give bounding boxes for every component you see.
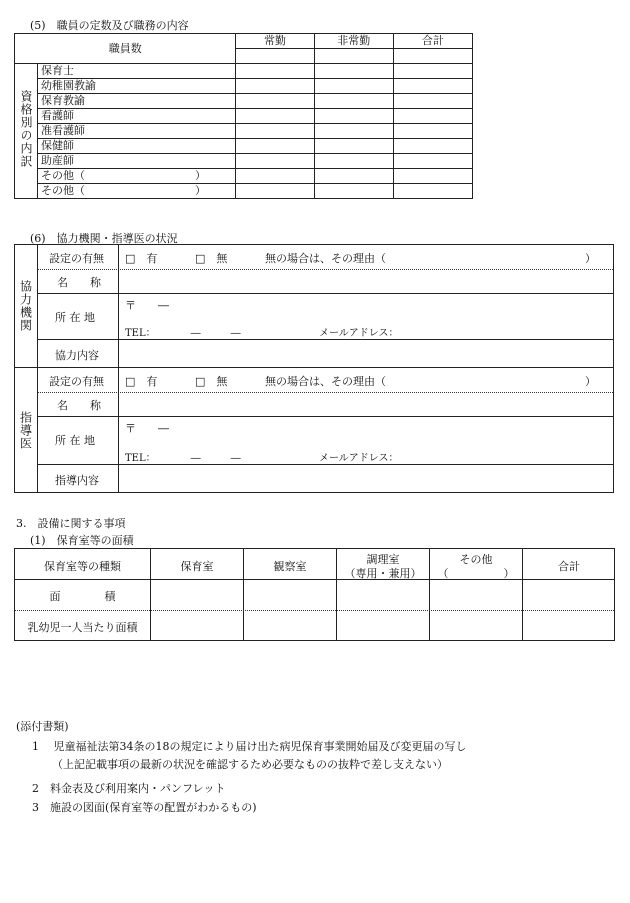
staff-row-label: 幼稚園教諭 xyxy=(38,79,236,94)
staff-cell[interactable] xyxy=(236,79,314,94)
no-checkbox[interactable]: □ 無 xyxy=(195,375,228,388)
postal-code: 〒 ― xyxy=(125,422,169,435)
staff-cell[interactable] xyxy=(236,169,314,184)
postal-code: 〒 ― xyxy=(125,299,169,312)
per-child-area-label: 乳幼児一人当たり面積 xyxy=(27,621,138,634)
reason-close: ） xyxy=(585,375,596,388)
yes-checkbox[interactable]: □ 有 xyxy=(125,252,158,265)
staff-table xyxy=(14,33,473,199)
staff-row-label: 保健師 xyxy=(38,139,236,154)
attachment-item-3: 3 施設の図面(保育室等の配置がわかるもの) xyxy=(32,801,257,814)
staff-cell[interactable] xyxy=(393,169,472,184)
nursery-room-header: 保育室 xyxy=(180,560,214,573)
observation-room-header: 観察室 xyxy=(273,560,307,573)
section-3-1-title: (1) 保育室等の面積 xyxy=(30,534,134,547)
content-label: 指導内容 xyxy=(55,474,99,487)
name-label: 名 称 xyxy=(57,276,101,289)
staff-cell[interactable] xyxy=(393,94,472,109)
staff-cell[interactable] xyxy=(393,184,472,199)
staff-cell[interactable] xyxy=(393,64,472,79)
staff-cell[interactable] xyxy=(314,169,393,184)
staff-cell[interactable] xyxy=(314,94,393,109)
other-sub-header: （ ） xyxy=(437,567,515,580)
tel-label: TEL： ― ― xyxy=(125,328,241,339)
setting-label: 設定の有無 xyxy=(49,252,104,265)
staff-cell[interactable] xyxy=(314,139,393,154)
doctor-block xyxy=(14,367,614,493)
address-label: 所 在 地 xyxy=(55,434,95,447)
section-3-title: 3. 設備に関する事項 xyxy=(16,517,126,530)
staff-cell[interactable] xyxy=(236,109,314,124)
staff-row-label: 准看護師 xyxy=(38,124,236,139)
staff-cell[interactable] xyxy=(236,64,314,79)
staff-row-label: 助産師 xyxy=(38,154,236,169)
reason-close: ） xyxy=(585,252,596,265)
tel-label: TEL： ― ― xyxy=(125,453,241,464)
other-header: その他 xyxy=(459,553,493,566)
staff-row-label: その他（ ） xyxy=(38,169,236,184)
staff-cell[interactable] xyxy=(314,64,393,79)
staff-cell[interactable] xyxy=(393,109,472,124)
staff-row-label: 保育教諭 xyxy=(38,94,236,109)
name-label: 名 称 xyxy=(57,399,101,412)
cooperation-block xyxy=(14,244,614,368)
reason-label: 無の場合は、その理由（ xyxy=(265,375,386,388)
staff-cell[interactable] xyxy=(314,154,393,169)
area-total-header: 合計 xyxy=(558,560,580,573)
attachment-item-1-note: （上記記載事項の最新の状況を確認するため必要なものの抜粋で差し支えない） xyxy=(52,758,448,771)
staff-cell[interactable] xyxy=(314,124,393,139)
fulltime-header: 常勤 xyxy=(236,34,314,49)
staff-cell[interactable] xyxy=(236,94,314,109)
address-label: 所 在 地 xyxy=(55,311,95,324)
total-header: 合計 xyxy=(393,34,472,49)
staff-cell[interactable] xyxy=(236,124,314,139)
staff-row-label: 保育士 xyxy=(38,64,236,79)
area-row-label: 面 積 xyxy=(49,590,116,603)
staff-row-label: 看護師 xyxy=(38,109,236,124)
staff-cell[interactable] xyxy=(236,154,314,169)
attachment-item-2: 2 料金表及び利用案内・パンフレット xyxy=(32,782,226,795)
staff-cell[interactable] xyxy=(236,139,314,154)
attachments-title: (添付書類) xyxy=(16,720,69,733)
qualification-side-label: 資格別の内訳 xyxy=(15,64,38,199)
staff-cell[interactable] xyxy=(236,184,314,199)
staff-cell[interactable] xyxy=(393,139,472,154)
content-label: 協力内容 xyxy=(55,349,99,362)
area-table xyxy=(14,548,615,641)
yes-checkbox[interactable]: □ 有 xyxy=(125,375,158,388)
section-6-title: (6) 協力機関・指導医の状況 xyxy=(30,232,178,245)
reason-label: 無の場合は、その理由（ xyxy=(265,252,386,265)
staff-cell[interactable] xyxy=(393,124,472,139)
attachment-item-1: 1 児童福祉法第34条の18の規定により届け出た病児保育事業開始届及び変更届の写し xyxy=(32,740,467,753)
staff-cell[interactable] xyxy=(314,109,393,124)
mail-label: メールアドレス： xyxy=(319,453,399,464)
no-checkbox[interactable]: □ 無 xyxy=(195,252,228,265)
staff-cell[interactable] xyxy=(393,79,472,94)
kitchen-header: 調理室 xyxy=(366,553,400,566)
staff-cell[interactable] xyxy=(314,79,393,94)
parttime-header: 非常勤 xyxy=(314,34,393,49)
cooperation-side-label: 協力機関 xyxy=(18,280,33,332)
room-type-header: 保育室等の種類 xyxy=(44,560,121,573)
doctor-side-label: 指導医 xyxy=(18,410,33,450)
staff-cell[interactable] xyxy=(393,154,472,169)
staff-count-header: 職員数 xyxy=(15,34,236,64)
kitchen-sub-header: （専用・兼用） xyxy=(344,567,422,580)
staff-row-label: その他（ ） xyxy=(38,184,236,199)
staff-cell[interactable] xyxy=(314,184,393,199)
mail-label: メールアドレス： xyxy=(319,328,399,339)
section-5-title: (5) 職員の定数及び職務の内容 xyxy=(30,19,189,32)
setting-label: 設定の有無 xyxy=(49,375,104,388)
